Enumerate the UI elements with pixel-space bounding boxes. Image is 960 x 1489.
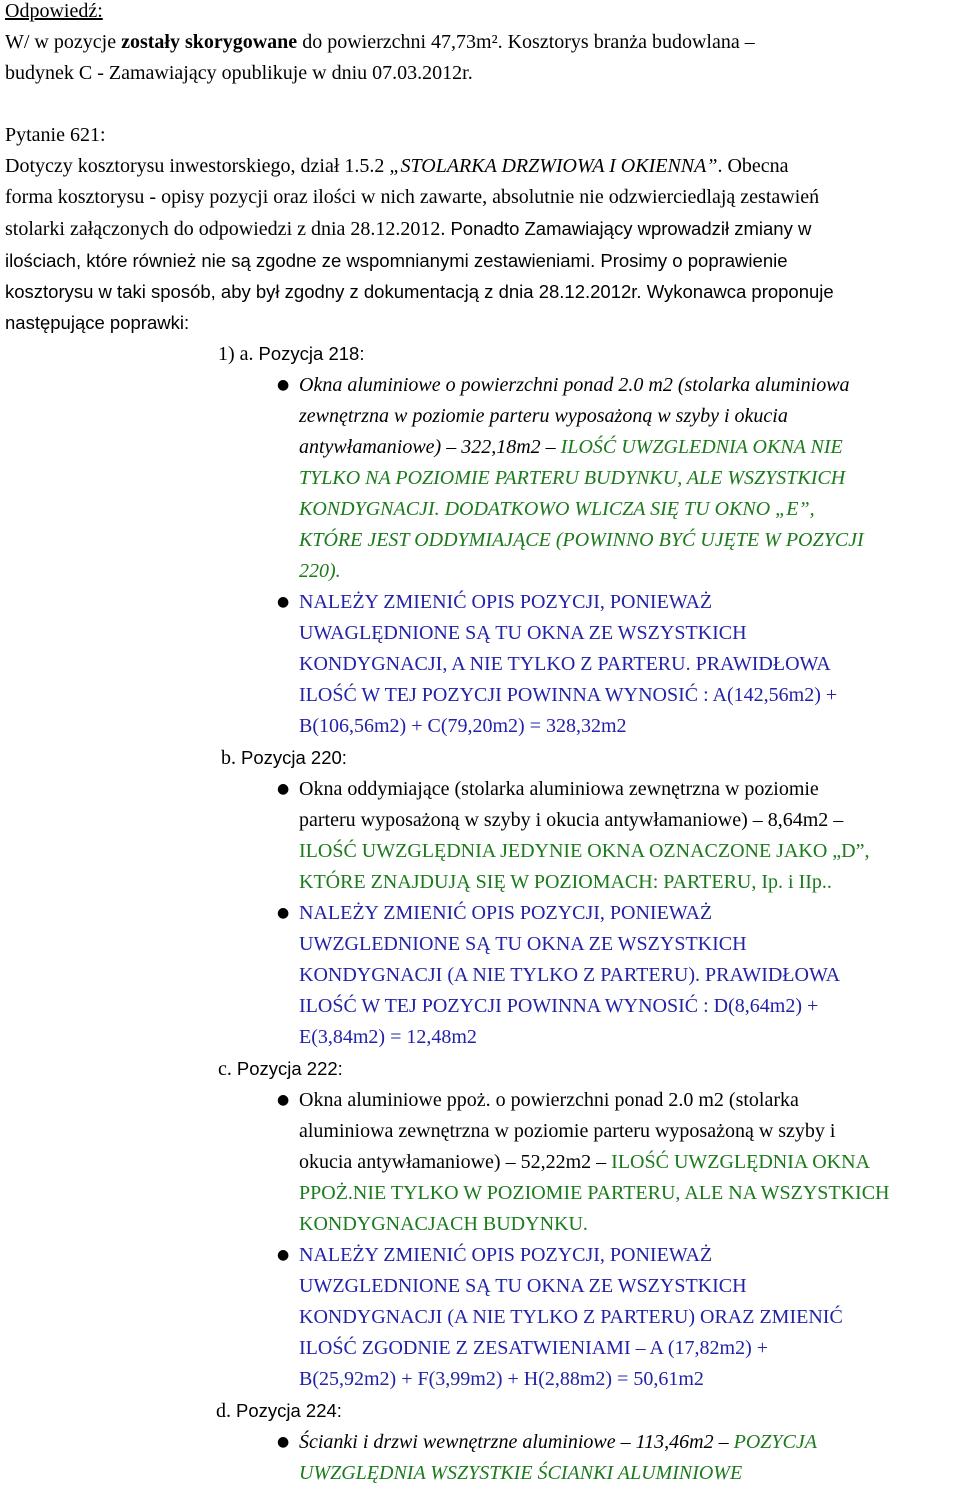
answer-bold: zostały skorygowane — [121, 31, 298, 53]
text-segment-green: ILOŚĆ UWZGLEDNIA OKNA NIE — [560, 436, 843, 458]
question-line-1 — [5, 151, 957, 182]
item-c-title: Pozycja 222: — [236, 1058, 343, 1079]
item-b-number: b. — [221, 747, 241, 769]
text-line: Okna aluminiowe o powierzchni ponad 2.0 m2 (stolarka aluminiowa — [299, 374, 850, 396]
spacer — [5, 89, 957, 120]
item-d-title: Pozycja 224: — [236, 1400, 342, 1421]
question-text: ilościach, które również nie są zgodne ze wspomnianymi zestawieniami. — [5, 250, 601, 271]
item-d-number: d. — [216, 1400, 236, 1422]
text-line-blue: NALEŻY ZMIENIĆ OPIS POZYCJI, PONIEWAŻ — [299, 591, 713, 613]
text-segment-green: ILOŚĆ UWZGLĘDNIA OKNA — [611, 1151, 871, 1173]
question-text: . Obecna — [717, 155, 789, 177]
question-text: Prosimy o poprawienie — [600, 250, 788, 271]
item-c-bullet-2 — [5, 1240, 957, 1395]
text-line-blue: KONDYGNACJI (A NIE TYLKO Z PARTERU). PRAWIDŁOWA — [299, 964, 841, 986]
text-line-blue: B(106,56m2) + C(79,20m2) = 328,32m2 — [299, 715, 627, 737]
item-d-bullet-1 — [5, 1427, 957, 1489]
question-line-6: następujące poprawki: — [5, 312, 190, 333]
answer-line-1 — [5, 27, 957, 58]
bullet-dot-icon: ● — [277, 1092, 290, 1108]
question-section-name: „STOLARKA DRZWIOWA I OKIENNA” — [389, 155, 718, 177]
text-line-green: KTÓRE JEST ODDYMIAJĄCE (POWINNO BYĆ UJĘTE W POZYCJI — [299, 529, 864, 551]
item-b-bullet-1 — [5, 774, 957, 898]
text-line-green: UWZGLĘDNIA WSZYSTKIE ŚCIANKI ALUMINIOWE — [299, 1462, 743, 1484]
item-a-label — [5, 338, 957, 370]
bullet-dot-icon: ● — [277, 594, 290, 610]
item-a-bullet-2 — [5, 587, 957, 742]
item-c-bullet-1 — [5, 1085, 957, 1240]
text-segment: okucia antywłamaniowe) – 52,22m2 – — [299, 1151, 612, 1173]
answer-prefix: W/ w pozycje — [5, 31, 122, 53]
question-title: Pytanie 621: — [5, 124, 106, 146]
text-line: aluminiowa zewnętrzna w poziomie parteru wyposażoną w szyby i — [299, 1120, 836, 1142]
answer-line-2: budynek C - Zamawiający opublikuje w dniu 07.03.2012r. — [5, 62, 473, 84]
bullet-dot-icon: ● — [277, 781, 290, 797]
text-line: Okna oddymiające (stolarka aluminiowa zewnętrzna w poziomie — [299, 778, 819, 800]
text-line: Okna aluminiowe ppoż. o powierzchni ponad 2.0 m2 (stolarka — [299, 1089, 799, 1111]
question-line-3 — [5, 213, 957, 245]
question-text: stolarki załączonych do odpowiedzi z dnia 28.12.2012. — [5, 218, 451, 240]
question-line-5: kosztorysu w taki sposób, aby był zgodny z dokumentacją z dnia 28.12.2012r. Wykonawca proponuje — [5, 281, 834, 302]
question-text-sans: Ponadto Zamawiający wprowadził zmiany w — [450, 218, 812, 239]
text-line-blue: UWZGLEDNIONE SĄ TU OKNA ZE WSZYSTKICH — [299, 933, 747, 955]
question-text: Dotyczy kosztorysu inwestorskiego, dział 1.5.2 — [5, 155, 390, 177]
item-a-bullet-1 — [5, 370, 957, 587]
text-line-green: ILOŚĆ UWZGLĘDNIA JEDYNIE OKNA OZNACZONE JAKO „D”, — [299, 840, 870, 862]
text-line-blue: E(3,84m2) = 12,48m2 — [299, 1026, 477, 1048]
text-line-blue: ILOŚĆ W TEJ POZYCJI POWINNA WYNOSIĆ : A(142,56m2) + — [299, 684, 838, 706]
item-a-title: Pozycja 218: — [258, 343, 365, 364]
text-line-blue: ILOŚĆ ZGODNIE Z ZESATWIENIAMI – A (17,82m2) + — [299, 1337, 769, 1359]
item-a-number: 1) a. — [218, 343, 259, 365]
item-b-bullet-2 — [5, 898, 957, 1053]
document-page — [5, 0, 957, 1489]
text-line-blue: KONDYGNACJI (A NIE TYLKO Z PARTERU) ORAZ ZMIENIĆ — [299, 1306, 843, 1328]
question-line-4 — [5, 245, 957, 276]
bullet-dot-icon: ● — [277, 905, 290, 921]
item-c-label — [5, 1053, 957, 1085]
text-line — [299, 1427, 957, 1458]
text-line-green: KONDYGNACJI. DODATKOWO WLICZA SIĘ TU OKNO „E”, — [299, 498, 815, 520]
text-line-green: KTÓRE ZNAJDUJĄ SIĘ W POZIOMACH: PARTERU, Ip. i IIp.. — [299, 871, 832, 893]
text-segment: Ścianki i drzwi wewnętrzne aluminiowe – 113,46m2 – — [299, 1431, 734, 1453]
text-line — [299, 432, 957, 463]
text-line-blue: NALEŻY ZMIENIĆ OPIS POZYCJI, PONIEWAŻ — [299, 1244, 713, 1266]
text-line-green: 220). — [299, 560, 341, 582]
text-segment: antywłamaniowe) – 322,18m2 – — [299, 436, 561, 458]
bullet-dot-icon: ● — [277, 377, 290, 393]
text-line-blue: ILOŚĆ W TEJ POZYCJI POWINNA WYNOSIĆ : D(8,64m2) + — [299, 995, 819, 1017]
answer-rest: do powierzchni 47,73m². Kosztorys branża budowlana – — [297, 31, 755, 53]
text-line-blue: UWAGLĘDNIONE SĄ TU OKNA ZE WSZYSTKICH — [299, 622, 747, 644]
item-c-number: c. — [218, 1058, 237, 1080]
text-line-blue: UWZGLEDNIONE SĄ TU OKNA ZE WSZYSTKICH — [299, 1275, 747, 1297]
text-line-blue: KONDYGNACJI, A NIE TYLKO Z PARTERU. PRAWIDŁOWA — [299, 653, 831, 675]
answer-heading: Odpowiedź: — [5, 0, 103, 22]
bullet-dot-icon: ● — [277, 1247, 290, 1263]
text-segment-green: POZYCJA — [733, 1431, 817, 1453]
text-line-green: PPOŻ.NIE TYLKO W POZIOMIE PARTERU, ALE NA WSZYSTKICH — [299, 1182, 890, 1204]
text-line: zewnętrzna w poziomie parteru wyposażoną w szyby i okucia — [299, 405, 788, 427]
question-line-2: forma kosztorysu - opisy pozycji oraz ilości w nich zawarte, absolutnie nie odzwierciedlają zestawień — [5, 186, 820, 208]
bullet-dot-icon: ● — [277, 1434, 290, 1450]
text-line-blue: NALEŻY ZMIENIĆ OPIS POZYCJI, PONIEWAŻ — [299, 902, 713, 924]
item-b-title: Pozycja 220: — [241, 747, 347, 768]
text-line-blue: B(25,92m2) + F(3,99m2) + H(2,88m2) = 50,61m2 — [299, 1368, 704, 1390]
item-b-label — [5, 742, 957, 774]
text-line — [299, 1147, 957, 1178]
text-line-green: TYLKO NA POZIOMIE PARTERU BUDYNKU, ALE WSZYSTKICH — [299, 467, 846, 489]
text-line: parteru wyposażoną w szyby i okucia antywłamaniowe) – 8,64m2 – — [299, 809, 844, 831]
item-d-label — [5, 1395, 957, 1427]
text-line-green: KONDYGNACJACH BUDYNKU. — [299, 1213, 588, 1235]
